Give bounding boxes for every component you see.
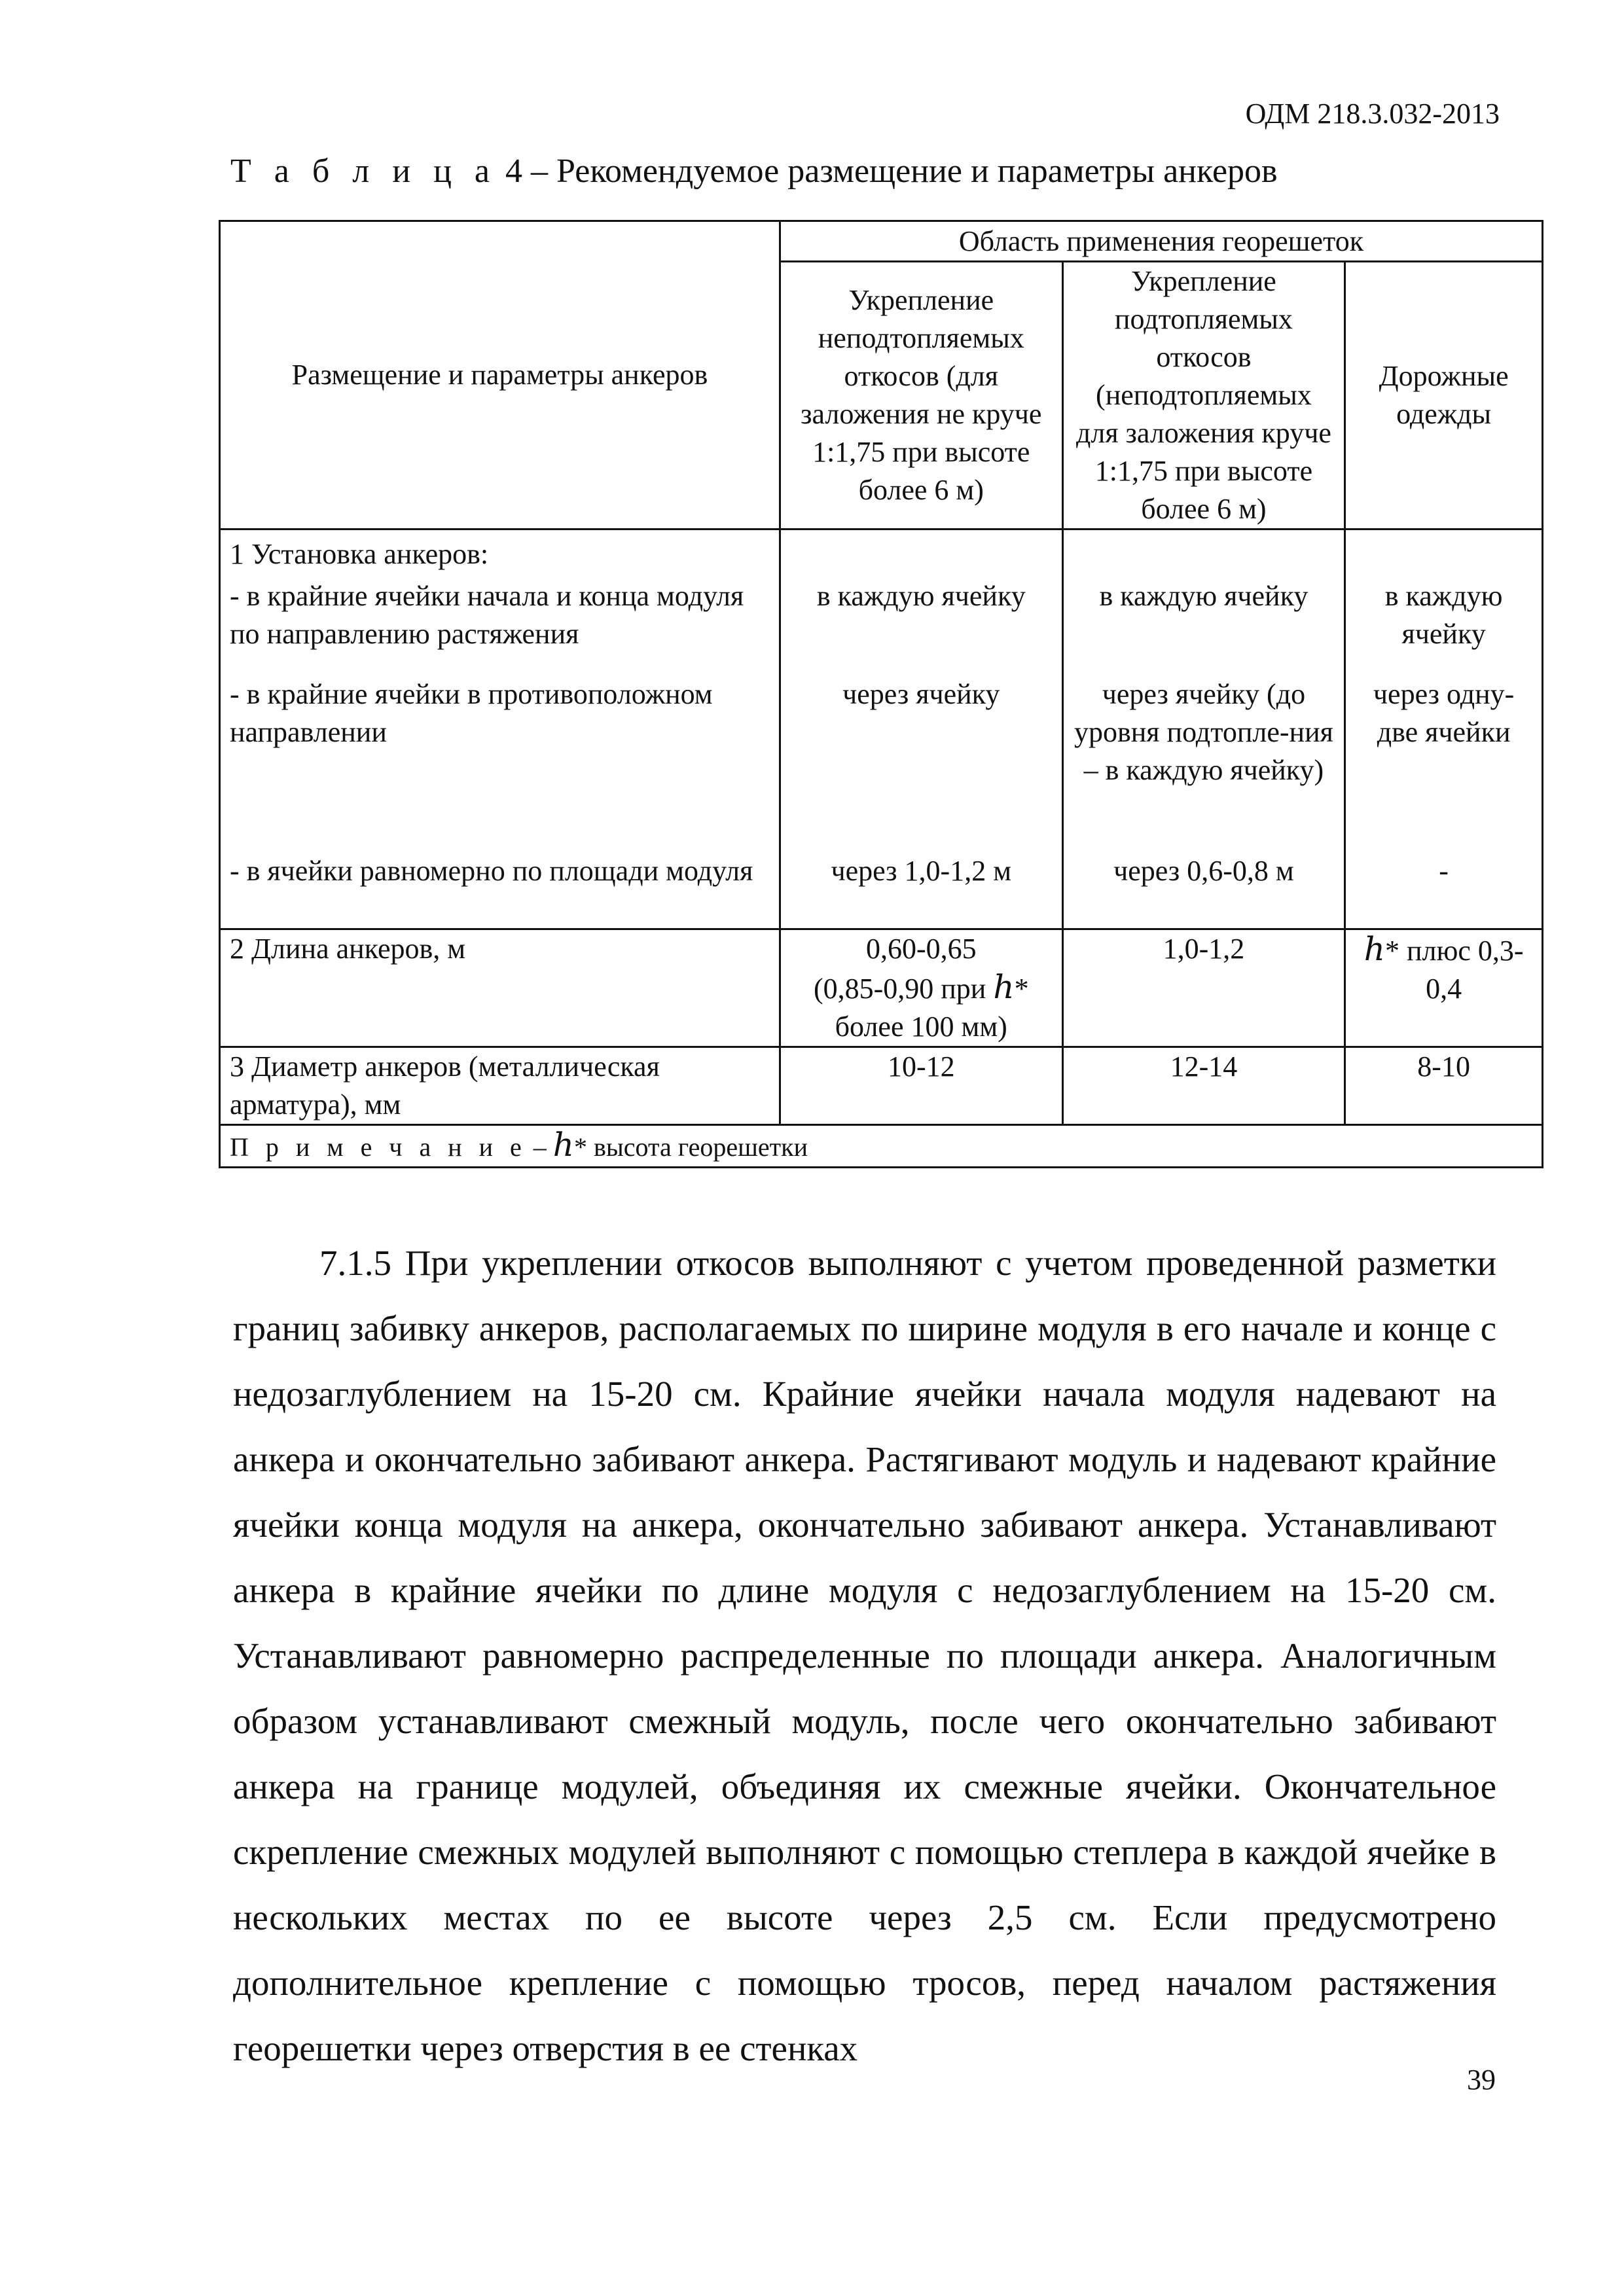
installation-col-3 [1345, 529, 1543, 929]
table-note-row [220, 1125, 1543, 1168]
table-cell: 8-10 [1345, 1047, 1543, 1125]
table-cell: через ячейку [842, 678, 1000, 710]
row-label: - в крайние ячейки в противоположном направлении [230, 678, 713, 748]
table-row-length [220, 929, 1543, 1047]
row-label: 3 Диаметр анкеров (металлическая арматура), мм [220, 1047, 780, 1125]
header-group: Область применения георешеток [780, 221, 1542, 262]
table-title [230, 152, 1278, 190]
table-cell: через одну-две ячейки [1373, 678, 1515, 748]
table-cell: в каждую ячейку [816, 580, 1026, 612]
section-title: 1 Установка анкеров: [230, 538, 489, 570]
header-row-label: Размещение и параметры анкеров [220, 221, 780, 529]
row-label: - в крайние ячейки начала и конца модуля по направлению растяжения [230, 580, 744, 650]
header-col-3: Дорожные одежды [1345, 262, 1543, 529]
table-cell: через ячейку (до уровня подтопле-ния – в каждую ячейку) [1074, 678, 1333, 786]
installation-col-2 [1062, 529, 1345, 929]
table-title-text: 4 – Рекомендуемое размещение и параметры анкеров [505, 152, 1278, 190]
table-cell: 0,60-0,65 (0,85-0,90 при h* более 100 мм) [780, 929, 1062, 1047]
table-cell: через 1,0-1,2 м [831, 855, 1012, 887]
installation-labels-cell [220, 529, 780, 929]
table-cell: 1,0-1,2 [1062, 929, 1345, 1047]
table-row-diameter [220, 1047, 1543, 1125]
table-cell: - [1439, 855, 1449, 887]
document-code: ОДМ 218.3.032-2013 [1245, 98, 1500, 130]
table-header-row [220, 221, 1543, 262]
table-cell: 12-14 [1062, 1047, 1345, 1125]
header-col-2: Укрепление подтопляемых откосов (неподтопляемых для заложения круче 1:1,75 при высоте более 6 м) [1062, 262, 1345, 529]
installation-col-1 [780, 529, 1062, 929]
table-row-installation [220, 529, 1543, 929]
table-cell: в каждую ячейку [1384, 580, 1503, 650]
header-col-1: Укрепление неподтопляемых откосов (для заложения не круче 1:1,75 при высоте более 6 м) [780, 262, 1062, 529]
row-label: - в ячейки равномерно по площади модуля [230, 855, 753, 887]
page-number: 39 [1467, 2064, 1496, 2096]
body-paragraph [233, 1230, 1496, 2081]
table-note: П р и м е ч а н и е – h* высота георешетки [220, 1125, 1543, 1168]
table-cell: в каждую ячейку [1099, 580, 1308, 612]
table-cell: h* плюс 0,3-0,4 [1345, 929, 1543, 1047]
table-cell: 10-12 [780, 1047, 1062, 1125]
row-label: 2 Длина анкеров, м [220, 929, 780, 1047]
table-cell: через 0,6-0,8 м [1113, 855, 1294, 887]
table-title-word: Т а б л и ц а [230, 152, 497, 190]
paragraph-7-1-5: 7.1.5 При укреплении откосов выполняют с учетом проведенной разметки границ забивку анкеров, располагаемых по ширине модуля в его начале и конце с недозаглублением на 15-20 см. Крайние ячейки начала модуля надевают на анкера и окончательно забивают анкера. Растягивают модуль и надевают крайние ячейки конца модуля на анкера, окончательно забивают анкера. Устанавливают анкера в крайние ячейки по длине модуля с недозаглублением на 15-20 см. Устанавливают равномерно распределенные по площади анкера. Аналогичным образом устанавливают смежный модуль, после чего окончательно забивают анкера на границе модулей, объединяя их смежные ячейки. Окончательное скрепление смежных модулей выполняют с помощью степлера в каждой ячейке в нескольких местах по ее высоте через 2,5 см. Если предусмотрено дополнительное крепление с помощью тросов, перед началом растяжения георешетки через отверстия в ее стенках [233, 1243, 1496, 2068]
anchors-table [219, 220, 1543, 1168]
